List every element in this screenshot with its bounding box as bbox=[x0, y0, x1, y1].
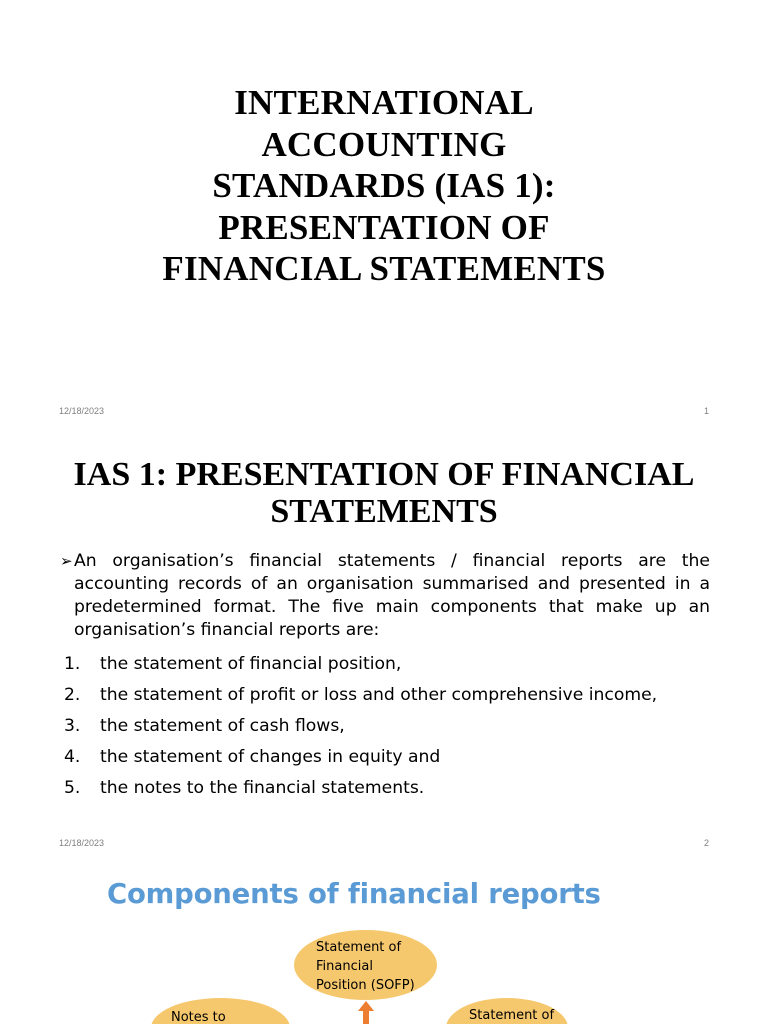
slide-3-title: Components of financial reports bbox=[107, 878, 601, 910]
list-item-number: 3. bbox=[64, 716, 81, 736]
slide-1-title-line: STANDARDS (IAS 1): bbox=[212, 166, 556, 205]
list-item-number: 4. bbox=[64, 747, 81, 767]
arrow-up-icon bbox=[358, 1001, 374, 1024]
intro-text: An organisation’s financial statements / financial reports are the accounting records of an organisation summarised and presented in a predetermined format. The five main components that make up an organisation’s financial reports are: bbox=[74, 551, 710, 640]
slide-2-title bbox=[0, 456, 768, 530]
slide-2-title-line: STATEMENTS bbox=[270, 493, 498, 530]
list-item-text: the notes to the financial statements. bbox=[100, 778, 425, 798]
slide-2 bbox=[0, 432, 768, 864]
list-item bbox=[64, 712, 704, 743]
list-item-text: the statement of cash flows, bbox=[100, 716, 345, 736]
list-item-number: 5. bbox=[64, 778, 81, 798]
slide-3 bbox=[0, 864, 768, 1024]
soci-label bbox=[469, 1006, 554, 1024]
list-item bbox=[64, 681, 704, 712]
list-item-number: 1. bbox=[64, 654, 81, 674]
list-item-text: the statement of financial position, bbox=[100, 654, 402, 674]
list-item-text: the statement of profit or loss and other comprehensive income, bbox=[100, 685, 658, 705]
notes-label-line: Notes to bbox=[171, 1010, 226, 1024]
slide-1-title-line: FINANCIAL STATEMENTS bbox=[162, 249, 606, 288]
slide-1-date: 12/18/2023 bbox=[59, 406, 105, 416]
list-item-number: 2. bbox=[64, 685, 81, 705]
slide-1-title-line: ACCOUNTING bbox=[261, 124, 507, 164]
soci-ellipse bbox=[446, 998, 568, 1024]
notes-label bbox=[171, 1008, 226, 1024]
list-item bbox=[64, 743, 704, 774]
sofp-ellipse bbox=[294, 930, 437, 1000]
slide-2-date: 12/18/2023 bbox=[59, 838, 105, 848]
slide-2-page-number: 2 bbox=[703, 838, 709, 848]
sofp-label bbox=[316, 938, 415, 995]
slide-1 bbox=[0, 0, 768, 432]
notes-ellipse bbox=[151, 998, 290, 1024]
list-item bbox=[64, 650, 704, 681]
sofp-label-line: Financial bbox=[316, 959, 373, 974]
arrow-bullet-icon: ➢ bbox=[60, 552, 73, 570]
slide-1-title bbox=[0, 82, 768, 290]
slide-2-title-line: IAS 1: PRESENTATION OF FINANCIAL bbox=[73, 456, 695, 493]
slide-1-page-number: 1 bbox=[703, 406, 709, 416]
list-item bbox=[64, 774, 704, 805]
soci-label-line: Statement of bbox=[469, 1008, 555, 1023]
slide-1-title-line: PRESENTATION OF bbox=[218, 207, 550, 247]
slide-1-title-line: INTERNATIONAL bbox=[234, 83, 534, 122]
sofp-label-line: Position (SOFP) bbox=[316, 978, 415, 993]
intro-paragraph bbox=[60, 550, 710, 642]
components-list bbox=[64, 650, 704, 805]
sofp-label-line: Statement of bbox=[316, 940, 402, 955]
list-item-text: the statement of changes in equity and bbox=[100, 747, 441, 767]
